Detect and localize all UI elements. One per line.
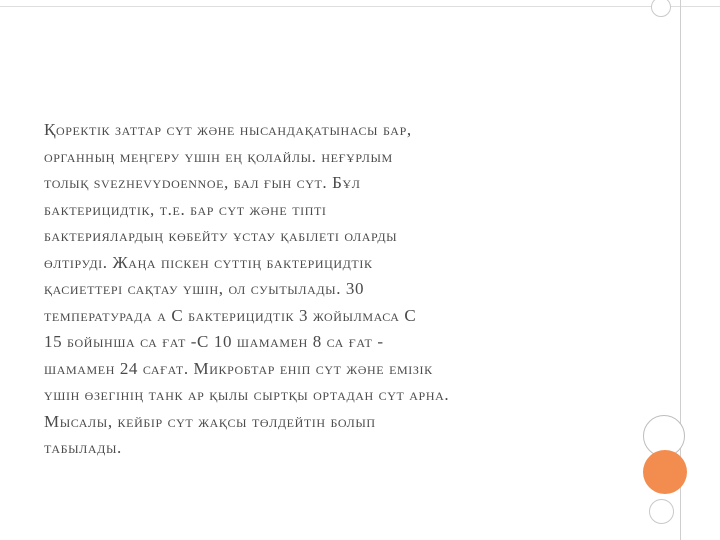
text-line: шамамен 24 сағат. Микробтар еніп сүт және емізік	[44, 358, 433, 378]
text-line: органның меңгеру үшін ең қолайлы. неғұрлым	[44, 146, 393, 166]
text-line: Мысалы, кейбір сүт жақсы төлдейтін болып	[44, 411, 376, 431]
text-line: үшін өзегінің танк ар қылы сыртқы ортадан сүт арна.	[44, 385, 450, 404]
text-line: қасиеттері сақтау үшін, ол суытылады. 30	[44, 279, 365, 298]
text-line: Қоректік заттар сүт және нысандақатынасы бар,	[44, 120, 412, 139]
slide-body-text	[44, 117, 644, 462]
decor-circle-orange	[643, 450, 687, 494]
text-line: бактерицидтік, т.е. бар сүт және тіпті	[44, 199, 327, 219]
decor-circle-top	[651, 0, 671, 17]
top-divider	[0, 6, 720, 7]
text-line: толық svezhevydoennoe, бал ғын сүт. Бұл	[44, 173, 361, 192]
text-line: 15 бойынша са ғат -С 10 шамамен 8 са ғат -	[44, 332, 384, 351]
decor-circle-bottom	[649, 499, 674, 524]
text-line: температурада а С бактерицидтік 3 жойылмаса С	[44, 305, 417, 325]
text-line: өлтіруді. Жаңа піскен сүттің бактерицидтік	[44, 252, 373, 272]
text-line: табылады.	[44, 438, 122, 457]
text-line: бактериялардың көбейту ұстау қабілеті оларды	[44, 226, 398, 245]
